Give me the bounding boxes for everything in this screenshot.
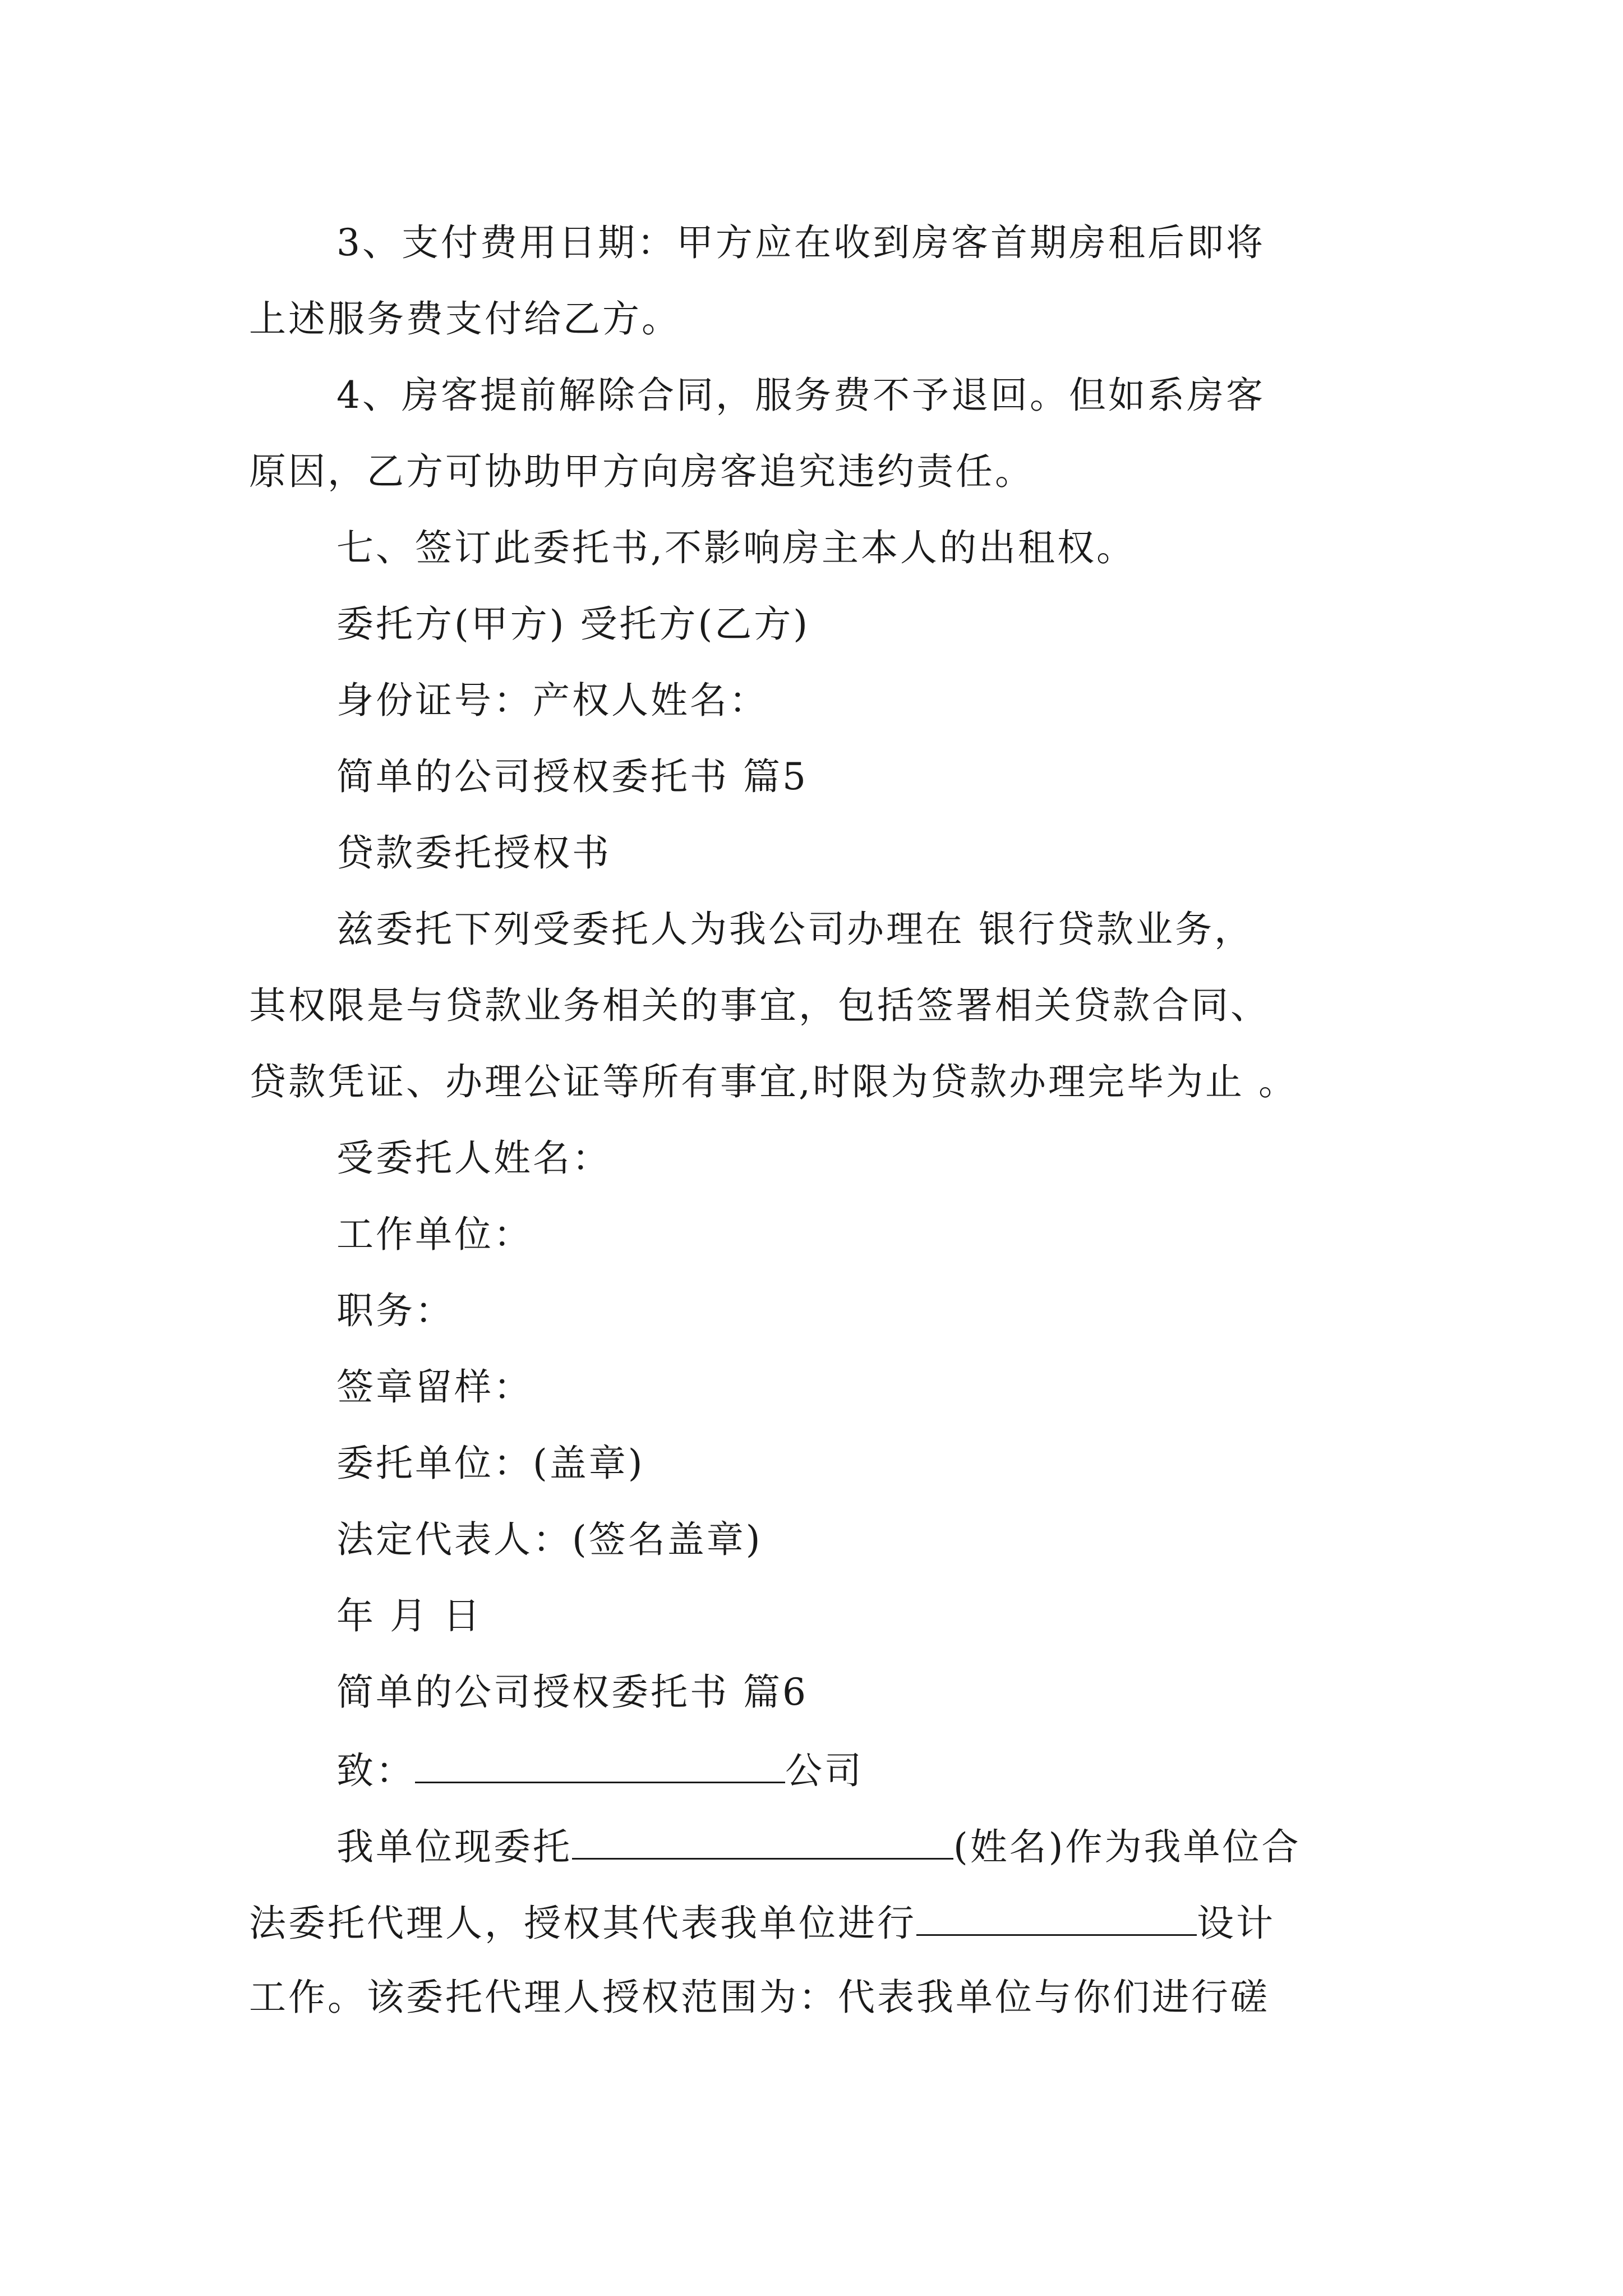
form-field-label: 委托单位：(盖章) [336, 1442, 645, 1485]
paragraph-line: 3、支付费用日期：甲方应在收到房客首期房租后即将 [336, 221, 1265, 264]
delegate-name-blank [572, 1826, 953, 1860]
form-field-label: 受委托人姓名： [336, 1137, 611, 1180]
paragraph-line: 上述服务费支付给乙方。 [249, 297, 681, 341]
form-field-label: 职务： [336, 1289, 454, 1332]
addressee-line [336, 1749, 864, 1792]
paragraph-line: 其权限是与贷款业务相关的事宜，包括签署相关贷款合同、 [249, 984, 1270, 1027]
form-field-label: 工作单位： [336, 1213, 533, 1256]
paragraph-line: 委托方(甲方) 受托方(乙方) [336, 602, 810, 646]
paragraph-line: 身份证号：产权人姓名： [336, 679, 768, 722]
authorize-suffix: 设计 [1197, 1902, 1275, 1945]
section-heading: 简单的公司授权委托书 篇6 [336, 1671, 808, 1714]
form-field-label: 法定代表人：(签名盖章) [336, 1518, 763, 1561]
date-line: 年 月 日 [336, 1594, 482, 1637]
delegate-suffix: (姓名)作为我单位合 [953, 1825, 1301, 1869]
authorize-prefix: 法委托代理人，授权其代表我单位进行 [249, 1902, 916, 1945]
form-field-label: 签章留样： [336, 1365, 533, 1409]
addressee-prefix: 致： [336, 1749, 415, 1792]
paragraph-line [336, 1825, 1301, 1869]
paragraph-line: 原因，乙方可协助甲方向房客追究违约责任。 [249, 450, 1034, 493]
paragraph-line: 兹委托下列受委托人为我公司办理在 银行贷款业务， [336, 908, 1253, 951]
paragraph-line: 4、房客提前解除合同，服务费不予退回。但如系房客 [336, 374, 1265, 417]
section-subtitle: 贷款委托授权书 [336, 831, 611, 875]
paragraph-line [249, 1902, 1275, 1945]
paragraph-line: 七、签订此委托书,不影响房主本人的出租权。 [336, 526, 1136, 569]
addressee-suffix: 公司 [785, 1749, 864, 1792]
delegate-prefix: 我单位现委托 [336, 1825, 572, 1869]
section-heading: 简单的公司授权委托书 篇5 [336, 755, 808, 798]
paragraph-line: 工作。该委托代理人授权范围为：代表我单位与你们进行磋 [249, 1976, 1270, 2019]
paragraph-line: 贷款凭证、办理公证等所有事宜,时限为贷款办理完毕为止 。 [249, 1060, 1298, 1103]
company-blank [415, 1750, 785, 1783]
design-blank [916, 1903, 1197, 1936]
